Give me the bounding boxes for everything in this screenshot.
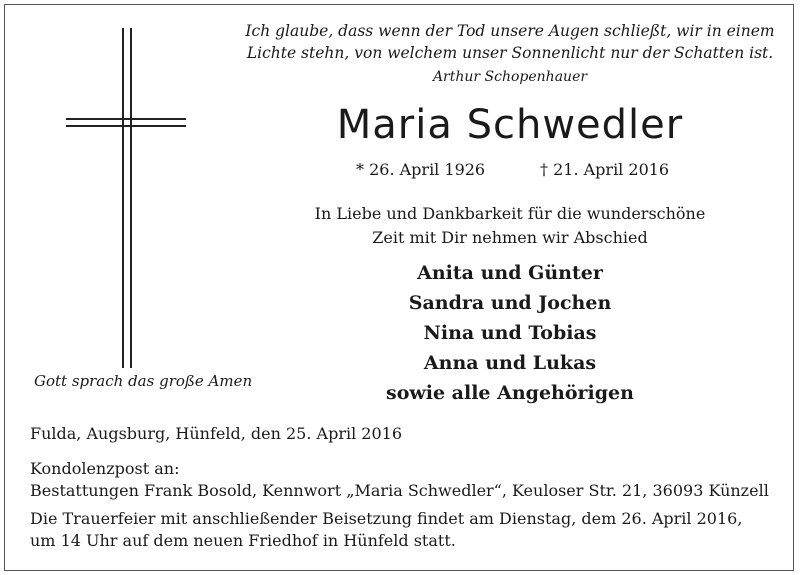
place-date: Fulda, Augsburg, Hünfeld, den 25. April 2016 [30,424,402,443]
dedication-line-2: Zeit mit Dir nehmen wir Abschied [372,228,648,247]
ceremony-line-1: Die Trauerfeier mit anschließender Beisetzung findet am Dienstag, dem 26. April 2016, [30,509,743,528]
condolence-block [30,458,790,502]
cross-caption: Gott sprach das große Amen [34,372,253,390]
mourner-item: Anna und Lukas [423,352,597,374]
birth-date: * 26. April 1926 [356,160,486,179]
condolence-heading: Kondolenzpost an: [30,459,180,478]
ceremony-info [30,508,790,552]
dedication [300,202,720,250]
condolence-address: Bestattungen Frank Bosold, Kennwort „Maria Schwedler“, Keuloser Str. 21, 36093 Künzell [30,481,769,500]
mourner-item: Nina und Tobias [423,322,597,344]
quote-line-2: Lichte stehn, von welchem unser Sonnenlicht nur der Schatten ist. [246,44,774,62]
ceremony-line-2: um 14 Uhr auf dem neuen Friedhof in Hünfeld statt. [30,531,456,550]
quote-block [230,20,790,88]
death-date: † 21. April 2016 [540,160,670,179]
mourner-item: Sandra und Jochen [408,292,612,314]
mourner-item: Anita und Günter [417,262,603,284]
cross-icon [60,28,195,378]
quote-author: Arthur Schopenhauer [432,69,588,85]
quote-line-1: Ich glaube, dass wenn der Tod unsere Augen schließt, wir in einem [245,22,775,40]
mourners-list [330,258,690,408]
mourner-item: sowie alle Angehörigen [386,382,634,404]
dedication-line-1: In Liebe und Dankbarkeit für die wunderschöne [314,204,706,223]
deceased-name: Maria Schwedler [336,102,684,148]
